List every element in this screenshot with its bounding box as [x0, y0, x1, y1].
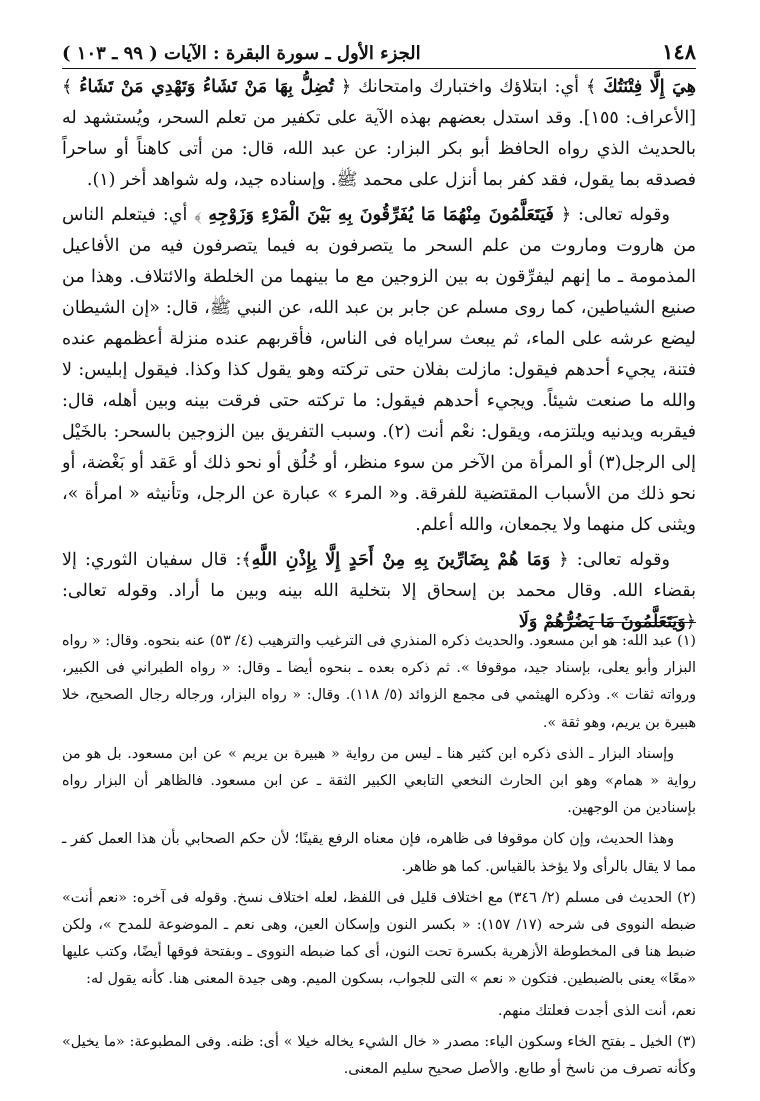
- footnote-1: (١) عبد الله: هو ابن مسعود. والحديث ذكره المنذري فى الترغيب والترهيب (٤/ ٥٣) عنه بنحوه. وقال: « رواه البزار وأبو يعلى، بإسناد جيد، موقوفا ». ثم ذكره بعده ـ بنحوه أيضا ـ وقال: « رواه الطبراني فى الكبير، ورواته ثقات ». وذكره الهيثمي فى مجمع الزوائد (٥/ ١١٨). وقال: « رواه البزار، ورجاله رجال الصحيح، خلا هبيرة بن يريم، وهو ثقة ».: [62, 633, 696, 731]
- paragraph-1: [62, 72, 696, 196]
- footnote-2: (٢) الحديث فى مسلم (٢/ ٣٤٦) مع اختلاف قليل فى اللفظ، لعله اختلاف نسخ. وقوله فى آخره: «نعم أنت» ضبطه النووى فى شرحه (١٧/ ١٥٧): « بكسر النون وإسكان العين، وهى نعم ـ الموضوعة للمدح »، ولكن ضبط هنا فى المخطوطة الأزهرية بكسرة تحت النون، أى كما ضبطه النووى ـ وبفتحة فوقها أيضًا، وكتب عليها «معًا» يعنى بالضبطين. فتكون « نعم » التى للجواب، بسكون الميم. وهى جيدة المعنى هنا. كأنه يقول له:: [62, 889, 696, 988]
- text-run: ﴾: قال سفيان الثوري: إلا بقضاء الله. وقال محمد بن إسحاق إلا بتخلية الله بينه وبين ما أراد. وقوله تعالى: ﴿: [62, 550, 696, 632]
- text-run: وقوله تعالى: ﴿: [550, 550, 670, 570]
- text-run: ﴾ أي: فيتعلم الناس من هاروت وماروت من علم السحر ما يتصرفون به فيما يتصرفون فيه من الأفاعيل المذمومة ـ ما إنهم ليفرِّقون به بين الزوجين مع ما بينهما من الخلطة والائتلاف. وهذا من صنيع الشياطين، كما روى مسلم عن جابر بن عبد الله، عن النبي ﷺ، قال: «إن الشيطان ليضع عرشه على الماء، ثم يبعث سراياه فى الناس، فأقربهم عنده منزلة أعظمهم عنده فتنة، يجيء أحدهم فيقول: مازلت بفلان حتى تركته وهو يقول كذا وكذا. فيقول إبليس: لا والله ما صنعت شيئاً. ويجيء أحدهم فيقول: ما تركته حتى فرقت بينه وبين أهله، قال: فيقربه ويدنيه ويلتزمه، ويقول: نعْم أنت (٢). وسبب التفريق بين الزوجين بالسحر: بالخَيْل إلى الرجل(٣) أو المرأة من الآخر من سوء منظر، أو خُلُق أو نحو ذلك أو عَقد أو بَغْضة، أو نحو ذلك من الأسباب المقتضية للفرقة. و« المرء » عبارة عن الرجل، وتأنيثه « امرأة »، ويثنى كل منهما ولا يجمعان، والله أعلم.: [62, 205, 696, 535]
- quran-quote: فَيَتَعَلَّمُونَ مِنْهُمَا مَا يُفَرِّقُونَ بِهِ بَيْنَ الْمَرْءِ وَزَوْجِهِ: [208, 205, 554, 225]
- footnote-separator: [546, 622, 696, 623]
- quran-quote: وَمَا هُمْ بِضَارِّينَ بِهِ مِنْ أَحَدٍ إِلَّا بِإِذْنِ اللَّهِ: [251, 550, 551, 570]
- footnote-1-continued: وهذا الحديث، وإن كان موقوفا فى ظاهره، فإن معناه الرفع يقينًا؛ لأن حكم الصحابي بأن هذا العمل كفر ـ مما لا يقال بالرأى ولا يؤخذ بالقياس. كما هو ظاهر.: [62, 831, 696, 875]
- footnote-1-continued: وإسناد البزار ـ الذى ذكره ابن كثير هنا ـ ليس من رواية « هبيرة بن يريم » عن ابن مسعود. بل هو من رواية « همام» وهو ابن الحارث النخعي التابعي الكبير الثقة ـ عن ابن مسعود. فالظاهر أن البزار رواه بإسنادين من الوجهين.: [62, 745, 696, 817]
- main-text: [62, 72, 696, 642]
- text-run: وقوله تعالى: ﴿: [553, 205, 670, 225]
- page-header: [62, 30, 696, 69]
- footnote-3: (٣) الخيل ـ بفتح الخاء وسكون الياء: مصدر « خال الشيء يخاله خيلا » أى: ظنه. وفى المطبوعة: «ما يخيل» وكأنه تصرف من ناسخ أو طابع. والأصل صحيح سليم المعنى.: [62, 1033, 696, 1078]
- running-title: الجزء الأول ـ سورة البقرة : الآيات ( ٩٩ ـ ١٠٣ ): [62, 43, 421, 64]
- page-number: ١٤٨: [662, 39, 696, 64]
- footnote-2-continued: نعم، أنت الذى أجدت فعلتك منهم.: [498, 1002, 696, 1019]
- quran-quote: تُضِلُّ بِهَا مَنْ تَشَاءُ وَتَهْدِي مَنْ تَشَاءُ: [79, 77, 334, 97]
- footnotes: [62, 628, 696, 1087]
- paragraph-2: [62, 200, 696, 541]
- text-run: ﴾ أي: ابتلاؤك واختبارك وامتحانك ﴿: [333, 77, 604, 97]
- text-run: ﴾ [الأعراف: ١٥٥]. وقد استدل بعضهم بهذه الآية على تكفير من تعلم السحر، ويُستشهد له بالحديث الذي رواه الحافظ أبو بكر البزار: عن عبد الله، قال: من أتى كاهناً أو ساحراً فصدقه بما يقول، فقد كفر بما أنزل على محمد ﷺ. وإسناده جيد، وله شواهد أخر (١).: [62, 77, 697, 190]
- quran-quote: هِيَ إِلَّا فِتْنَتُكَ: [603, 77, 696, 97]
- paragraph-3: [62, 545, 696, 638]
- quran-quote: وَيَتَعَلَّمُونَ مَا يَضُرُّهُمْ وَلَا: [518, 612, 686, 632]
